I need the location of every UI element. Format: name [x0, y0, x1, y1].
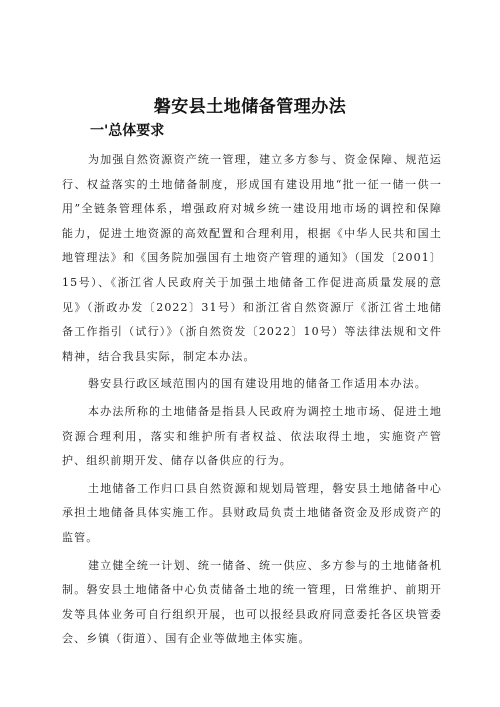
paragraph-scope: 磐安县行政区域范围内的国有建设用地的储备工作适用本办法。	[88, 377, 427, 391]
paragraph-definition: 本办法所称的土地储备是指县人民政府为调控土地市场、促进土地资源合理利用，落实和维护所有者权益、依法取得土地，实施资产管护、组织前期开发、储存以备供应的行为。	[62, 404, 442, 468]
document-body	[62, 148, 442, 655]
paragraph-mechanism: 建立健全统一计划、统一储备、统一供应、多方参与的土地储备机制。磐安县土地储备中心负责储备土地的统一管理，日常维护、前期开发等具体业务可自行组织开展，也可以报经县政府同意委托各区块管委会、乡镇（街道）、国有企业等做地主体实施。	[62, 558, 442, 646]
section-heading: 一'总体要求	[90, 123, 165, 139]
paragraph-purpose: 为加强自然资源资产统一管理，建立多方参与、资金保障、规范运行、权益落实的土地储备制度，形成国有建设用地“批一征一储一供一用”全链条管理体系，增强政府对城乡统一建设用地市场的调控和保障能力，促进土地资源的高效配置和合理利用，根据《中华人民共和国土地管理法》和《国务院加强国有土地资产管理的通知》（国发〔2001〕15号）、《浙江省人民政府关于加强土地储备工作促进高质量发展的意见》（浙政办发〔2022〕31号）和浙江省自然资源厅《浙江省土地储备工作指引（试行）》（浙自然资发〔2022〕10号）等法律法规和文件精神，结合我县实际，制定本办法。	[62, 153, 442, 363]
paragraph-responsibility: 土地储备工作归口县自然资源和规划局管理，磐安县土地储备中心承担土地储备具体实施工作。县财政局负责土地储备资金及形成资产的监管。	[62, 481, 442, 544]
document-title: 磐安县土地储备管理办法	[153, 97, 347, 117]
